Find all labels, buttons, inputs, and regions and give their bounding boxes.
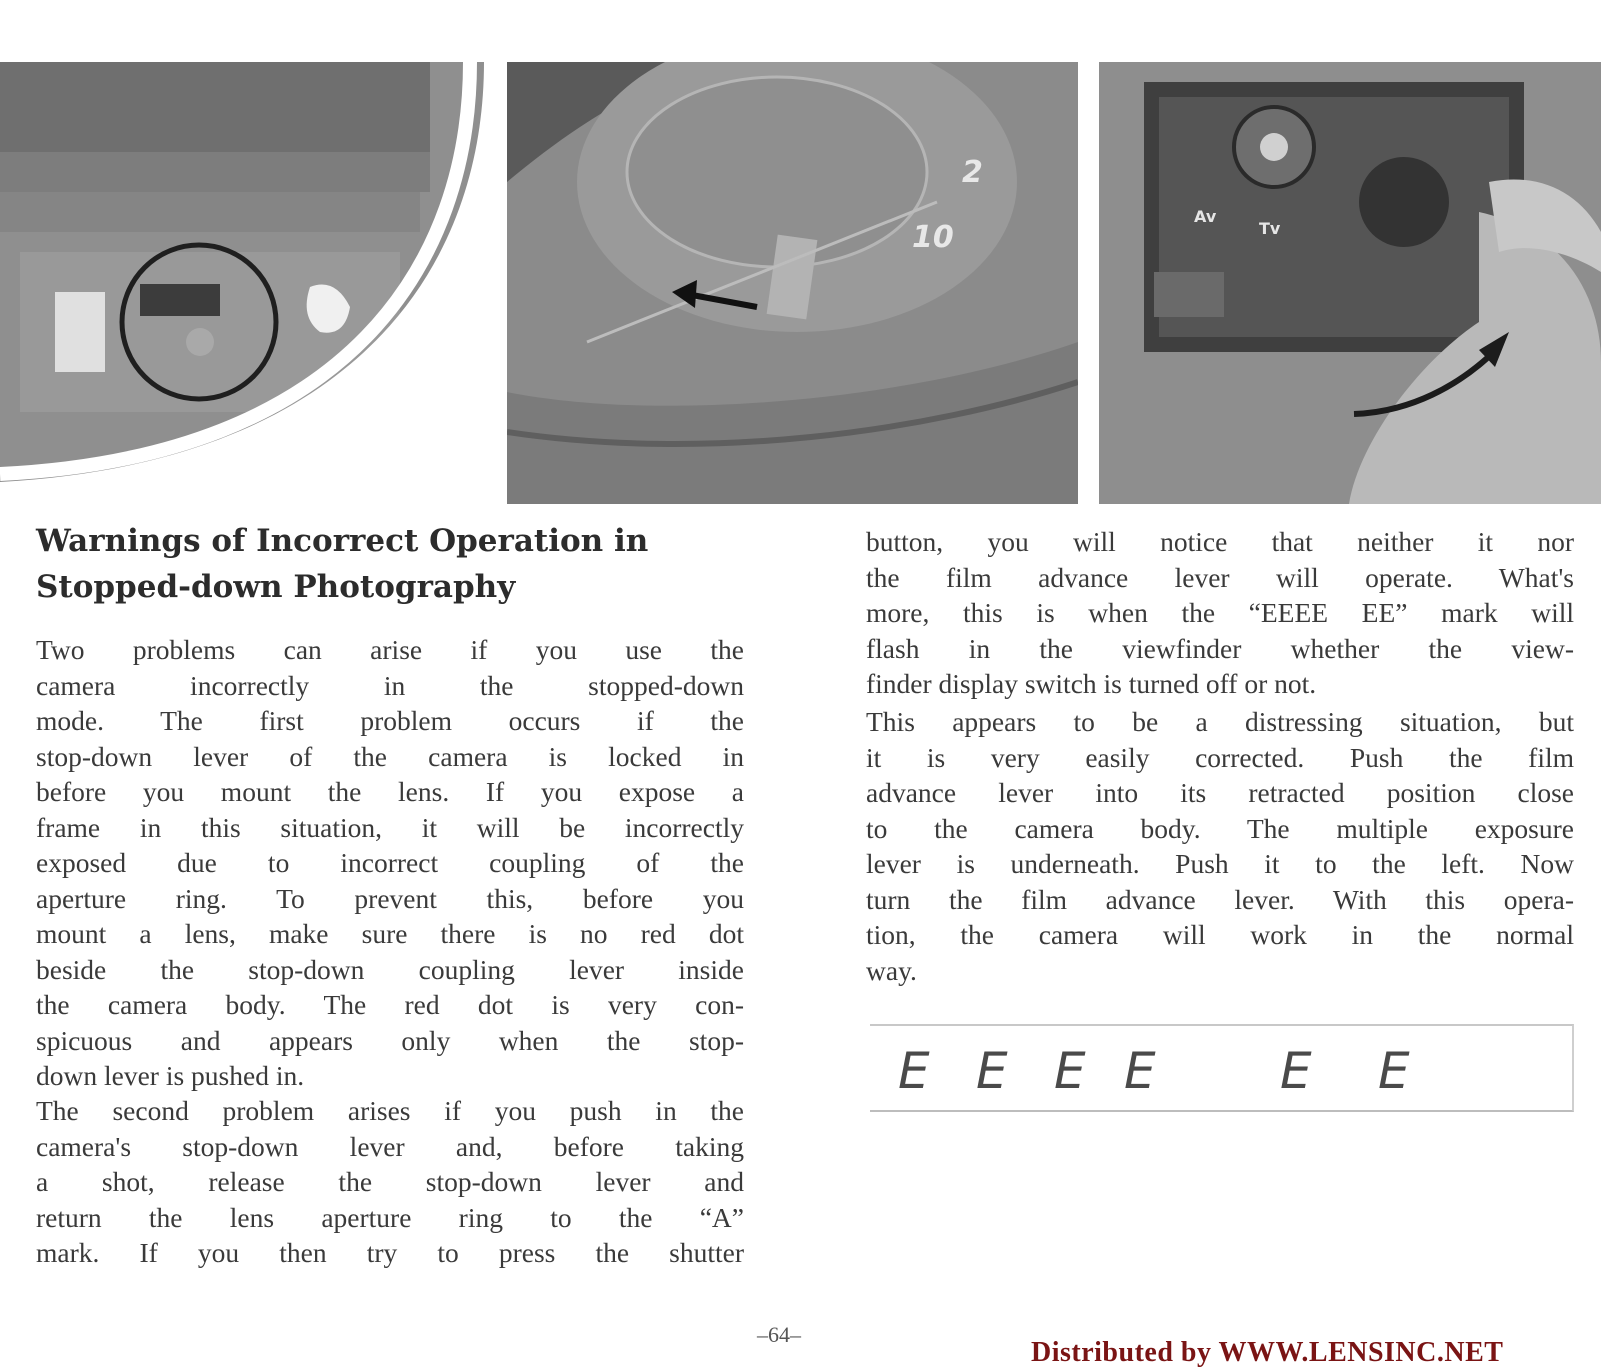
display-digit: E <box>1378 1042 1410 1100</box>
svg-text:Av: Av <box>1194 207 1217 226</box>
section-heading <box>36 518 756 610</box>
svg-text:Tv: Tv <box>1259 219 1281 238</box>
text-line: camera's stop-down lever and, before taking <box>36 1130 744 1162</box>
page-number: –64– <box>757 1322 801 1347</box>
text-line: camera incorrectly in the stopped-down <box>36 669 744 701</box>
display-digit: E <box>1054 1042 1086 1100</box>
viewfinder-display <box>870 1024 1574 1112</box>
text-line: way. <box>866 954 917 986</box>
text-line: before you mount the lens. If you expose a <box>36 776 744 807</box>
text-line: This appears to be a distressing situation, but <box>866 706 1574 737</box>
right-paragraph-2 <box>866 704 1574 988</box>
text-line: aperture ring. To prevent this, before you <box>36 882 744 914</box>
svg-text:2: 2 <box>962 155 983 190</box>
svg-text:10: 10 <box>912 220 954 255</box>
text-line: turn the film advance lever. With this opera- <box>866 883 1574 915</box>
text-line: the film advance lever will operate. What's <box>866 561 1574 593</box>
text-line: button, you will notice that neither it nor <box>866 526 1574 557</box>
left-paragraph-1 <box>36 632 744 1094</box>
text-line: mode. The first problem occurs if the <box>36 705 744 736</box>
text-line: down lever is pushed in. <box>36 1060 305 1091</box>
text-line: frame in this situation, it will be incorrectly <box>36 811 744 843</box>
text-line: a shot, release the stop-down lever and <box>36 1166 744 1197</box>
text-line: tion, the camera will work in the normal <box>866 919 1574 950</box>
display-digit: E <box>898 1042 930 1100</box>
text-line: it is very easily corrected. Push the film <box>866 741 1574 773</box>
text-line: mount a lens, make sure there is no red dot <box>36 918 744 949</box>
heading-line: Warnings of Incorrect Operation in <box>36 523 649 559</box>
text-line: advance lever into its retracted position close <box>866 777 1574 808</box>
left-paragraph-2 <box>36 1093 744 1271</box>
text-line: The second problem arises if you push in the <box>36 1095 744 1126</box>
text-line: to the camera body. The multiple exposure <box>866 812 1574 844</box>
heading-line: Stopped-down Photography <box>36 569 516 605</box>
display-digit: E <box>976 1042 1008 1100</box>
display-digit: E <box>1280 1042 1312 1100</box>
display-digit: E <box>1124 1042 1156 1100</box>
text-line: the camera body. The red dot is very con- <box>36 989 744 1020</box>
text-line: stop-down lever of the camera is locked in <box>36 740 744 772</box>
text-line: flash in the viewfinder whether the view- <box>866 632 1574 664</box>
text-line: lever is underneath. Push it to the left. Now <box>866 848 1574 879</box>
text-line: exposed due to incorrect coupling of the <box>36 847 744 878</box>
text-line: mark. If you then try to press the shutter <box>36 1237 744 1268</box>
text-line: finder display switch is turned off or not. <box>866 668 1317 699</box>
text-line: Two problems can arise if you use the <box>36 634 744 665</box>
photo-aperture-ring <box>507 62 1078 504</box>
photo-stop-down-lever <box>0 62 484 504</box>
text-line: spicuous and appears only when the stop- <box>36 1024 744 1056</box>
text-line: return the lens aperture ring to the “A” <box>36 1201 744 1233</box>
text-line: beside the stop-down coupling lever inside <box>36 953 744 985</box>
right-paragraph-1 <box>866 524 1574 702</box>
photo-film-advance-lever <box>1099 62 1601 504</box>
distributor-footer: Distributed by WWW.LENSINC.NET <box>1031 1337 1504 1368</box>
text-line: more, this is when the “EEEE EE” mark will <box>866 597 1574 628</box>
